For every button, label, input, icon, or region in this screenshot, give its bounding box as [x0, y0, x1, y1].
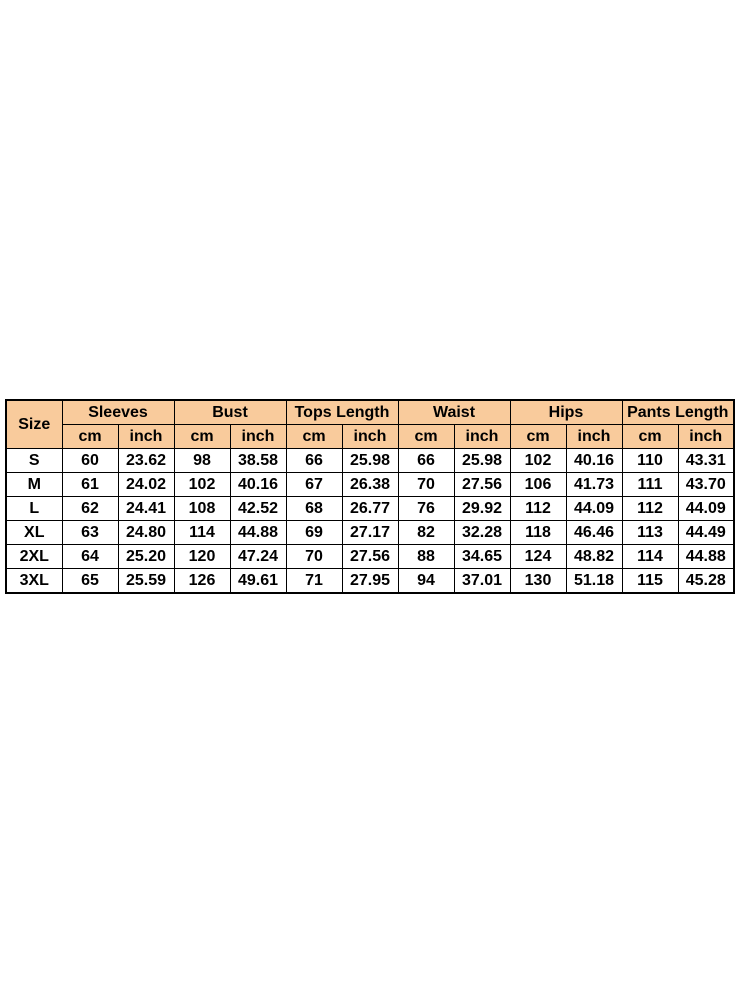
measurement-cell: 25.98 [454, 449, 510, 473]
measurement-cell: 66 [286, 449, 342, 473]
measurement-cell: 25.20 [118, 545, 174, 569]
measurement-cell: 32.28 [454, 521, 510, 545]
measurement-cell: 70 [398, 473, 454, 497]
unit-header: cm [286, 425, 342, 449]
measurement-cell: 130 [510, 569, 566, 594]
group-header-waist: Waist [398, 400, 510, 425]
unit-header: inch [566, 425, 622, 449]
measurement-cell: 112 [510, 497, 566, 521]
measurement-cell: 113 [622, 521, 678, 545]
size-cell: S [6, 449, 62, 473]
measurement-cell: 41.73 [566, 473, 622, 497]
unit-header: inch [230, 425, 286, 449]
unit-header: inch [678, 425, 734, 449]
group-header-row [6, 400, 734, 425]
measurement-cell: 27.56 [342, 545, 398, 569]
measurement-cell: 108 [174, 497, 230, 521]
measurement-cell: 110 [622, 449, 678, 473]
measurement-cell: 40.16 [566, 449, 622, 473]
measurement-cell: 44.09 [678, 497, 734, 521]
measurement-cell: 66 [398, 449, 454, 473]
measurement-cell: 23.62 [118, 449, 174, 473]
measurement-cell: 26.77 [342, 497, 398, 521]
unit-header-row [6, 425, 734, 449]
measurement-cell: 112 [622, 497, 678, 521]
measurement-cell: 25.59 [118, 569, 174, 594]
unit-header: inch [342, 425, 398, 449]
measurement-cell: 27.17 [342, 521, 398, 545]
measurement-cell: 71 [286, 569, 342, 594]
measurement-cell: 126 [174, 569, 230, 594]
measurement-cell: 102 [174, 473, 230, 497]
measurement-cell: 61 [62, 473, 118, 497]
unit-header: inch [118, 425, 174, 449]
unit-header: cm [398, 425, 454, 449]
measurement-cell: 69 [286, 521, 342, 545]
measurement-cell: 24.41 [118, 497, 174, 521]
measurement-cell: 34.65 [454, 545, 510, 569]
group-header-pants-length: Pants Length [622, 400, 734, 425]
measurement-cell: 43.70 [678, 473, 734, 497]
size-chart-table [5, 399, 735, 594]
table-body [6, 449, 734, 594]
measurement-cell: 24.80 [118, 521, 174, 545]
measurement-cell: 102 [510, 449, 566, 473]
size-cell: L [6, 497, 62, 521]
size-cell: 3XL [6, 569, 62, 594]
measurement-cell: 70 [286, 545, 342, 569]
measurement-cell: 38.58 [230, 449, 286, 473]
table-row [6, 497, 734, 521]
measurement-cell: 65 [62, 569, 118, 594]
measurement-cell: 29.92 [454, 497, 510, 521]
measurement-cell: 124 [510, 545, 566, 569]
unit-header: cm [622, 425, 678, 449]
measurement-cell: 24.02 [118, 473, 174, 497]
table-row [6, 473, 734, 497]
measurement-cell: 120 [174, 545, 230, 569]
measurement-cell: 45.28 [678, 569, 734, 594]
table-row [6, 521, 734, 545]
measurement-cell: 51.18 [566, 569, 622, 594]
measurement-cell: 64 [62, 545, 118, 569]
size-column-header: Size [6, 400, 62, 449]
measurement-cell: 88 [398, 545, 454, 569]
measurement-cell: 44.09 [566, 497, 622, 521]
measurement-cell: 82 [398, 521, 454, 545]
measurement-cell: 111 [622, 473, 678, 497]
measurement-cell: 76 [398, 497, 454, 521]
measurement-cell: 62 [62, 497, 118, 521]
measurement-cell: 60 [62, 449, 118, 473]
measurement-cell: 106 [510, 473, 566, 497]
measurement-cell: 44.88 [230, 521, 286, 545]
group-header-hips: Hips [510, 400, 622, 425]
measurement-cell: 114 [174, 521, 230, 545]
measurement-cell: 37.01 [454, 569, 510, 594]
measurement-cell: 40.16 [230, 473, 286, 497]
group-header-tops-length: Tops Length [286, 400, 398, 425]
table-row [6, 449, 734, 473]
table-row [6, 569, 734, 594]
measurement-cell: 44.88 [678, 545, 734, 569]
measurement-cell: 47.24 [230, 545, 286, 569]
measurement-cell: 46.46 [566, 521, 622, 545]
size-cell: 2XL [6, 545, 62, 569]
measurement-cell: 67 [286, 473, 342, 497]
unit-header: cm [174, 425, 230, 449]
measurement-cell: 118 [510, 521, 566, 545]
measurement-cell: 26.38 [342, 473, 398, 497]
measurement-cell: 94 [398, 569, 454, 594]
measurement-cell: 42.52 [230, 497, 286, 521]
measurement-cell: 25.98 [342, 449, 398, 473]
measurement-cell: 49.61 [230, 569, 286, 594]
measurement-cell: 63 [62, 521, 118, 545]
measurement-cell: 44.49 [678, 521, 734, 545]
measurement-cell: 114 [622, 545, 678, 569]
size-cell: M [6, 473, 62, 497]
size-cell: XL [6, 521, 62, 545]
measurement-cell: 27.56 [454, 473, 510, 497]
measurement-cell: 43.31 [678, 449, 734, 473]
measurement-cell: 48.82 [566, 545, 622, 569]
table-row [6, 545, 734, 569]
measurement-cell: 98 [174, 449, 230, 473]
measurement-cell: 68 [286, 497, 342, 521]
unit-header: cm [62, 425, 118, 449]
measurement-cell: 115 [622, 569, 678, 594]
table-header [6, 400, 734, 449]
measurement-cell: 27.95 [342, 569, 398, 594]
group-header-sleeves: Sleeves [62, 400, 174, 425]
group-header-bust: Bust [174, 400, 286, 425]
unit-header: inch [454, 425, 510, 449]
unit-header: cm [510, 425, 566, 449]
